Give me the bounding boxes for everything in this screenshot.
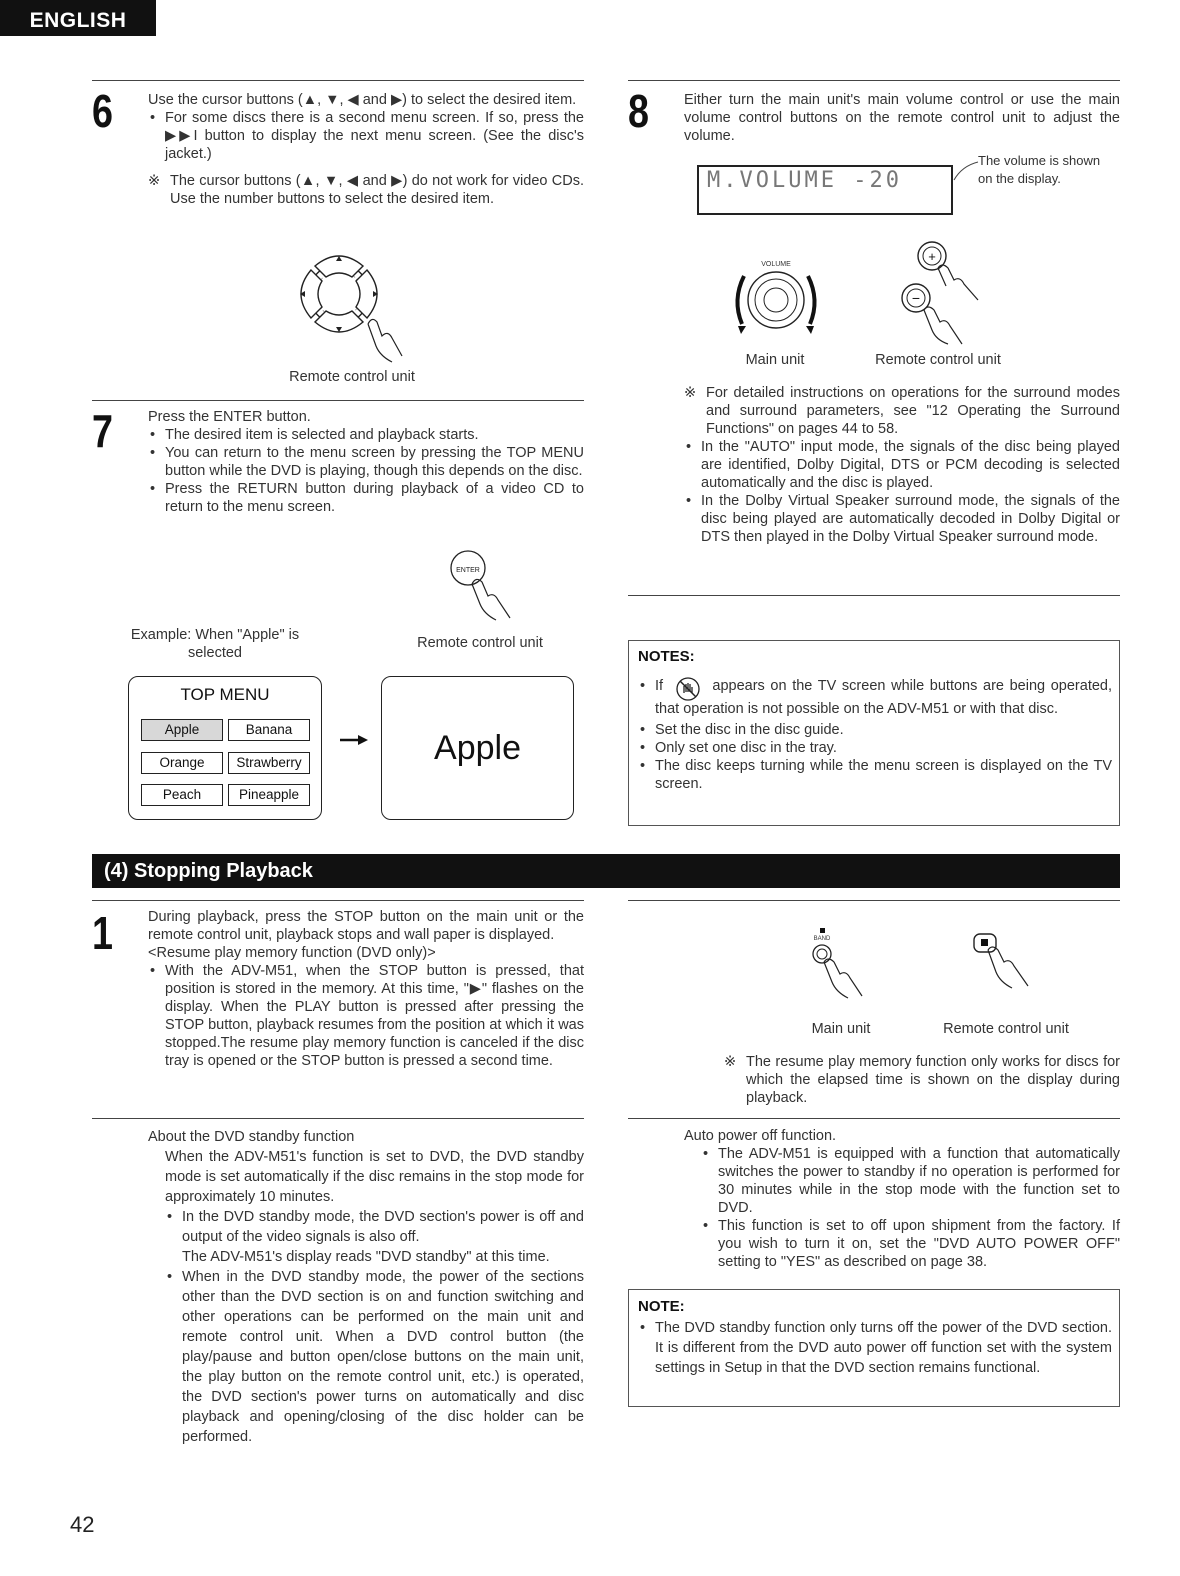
top-menu-screen [128, 676, 322, 820]
band-label: BAND [813, 936, 831, 942]
menu-item-orange[interactable]: Orange [141, 752, 223, 774]
auto-power-bullet-2: • This function is set to off upon shipment from the factory. If you wish to turn it on, set the "DVD AUTO POWER OFF" setting to "YES" as described on page 38. [701, 1217, 1120, 1271]
page-number: 42 [70, 1512, 95, 1537]
enter-label: ENTER [456, 567, 480, 574]
step7-bullet-1: • The desired item is selected and playback starts. [148, 426, 584, 444]
section-title-bar: (4) Stopping Playback [92, 854, 1120, 888]
step-number-7: 7 [92, 405, 113, 457]
step8-caption-main: Main unit [745, 352, 805, 368]
step6-caption: Remote control unit [289, 369, 415, 385]
menu-item-peach[interactable]: Peach [141, 784, 223, 806]
enter-button-illustration [448, 548, 518, 622]
divider [92, 80, 584, 81]
step-number-1: 1 [92, 907, 113, 959]
result-text: Apple [434, 729, 521, 767]
menu-item-pineapple[interactable]: Pineapple [228, 784, 310, 806]
divider [628, 900, 1120, 901]
step7-text [148, 408, 584, 516]
step7-intro: Press the ENTER button. [148, 409, 311, 425]
standby-heading: About the DVD standby function [148, 1129, 355, 1145]
menu-item-strawberry[interactable]: Strawberry [228, 752, 310, 774]
note-text: • The DVD standby function only turns off the power of the DVD section. It is different from the DVD auto power off function set with the system settings in Setup in that the DVD section remains functional. [638, 1318, 1112, 1378]
divider [92, 1118, 584, 1119]
step-number-6: 6 [92, 85, 113, 137]
volume-buttons-illustration [896, 236, 986, 346]
volume-knob-label: VOLUME [761, 261, 791, 268]
volume-knob-illustration [728, 256, 824, 348]
step8-notes [684, 384, 1120, 546]
display-caption-line2: on the display. [978, 171, 1061, 186]
notes-item-1 [638, 675, 1112, 721]
step6-bullet: • For some discs there is a second menu screen. If so, press the ▶▶I button to display the next menu screen. (See the disc's jacket.) [148, 109, 584, 163]
menu-title: TOP MENU [180, 685, 270, 704]
note-box [628, 1289, 1120, 1407]
stop-caption-remote: Remote control unit [943, 1021, 1069, 1037]
standby-bullet-2: • When in the DVD standby mode, the power of the sections other than the DVD section is on and function switching and other operations can be performed on the main unit and remote control unit. When a DVD control button (the play/pause and button open/close buttons on the main unit, the play button on the remote control unit, etc.) is operated, the DVD section's power turns on automatically and disc playback and opening/closing of the disc holder can be performed. [165, 1267, 584, 1447]
step7-caption: Remote control unit [417, 635, 543, 651]
step8-bullet-2: • In the Dolby Virtual Speaker surround mode, the signals of the disc being played are automatically decoded in Dolby Digital or DTS then played in the Dolby Virtual Speaker surround mode. [684, 492, 1120, 546]
remote-stop-button-illustration [970, 930, 1040, 1000]
step6-intro: Use the cursor buttons (▲, ▼, ◀ and ▶) to select the desired item. [148, 92, 577, 108]
stop-caption-main: Main unit [811, 1021, 871, 1037]
volume-display: M.VOLUME -20 [697, 165, 953, 215]
notes-heading: NOTES: [638, 648, 695, 665]
example-caption: Example: When "Apple" is selected [130, 627, 300, 661]
step8-bullet-1: • In the "AUTO" input mode, the signals of the disc being played are identified, Dolby Digital, DTS or PCM decoding is selected automatically and the disc is played. [684, 438, 1120, 492]
menu-item-banana[interactable]: Banana [228, 719, 310, 741]
notes-item-1-a: If [655, 678, 664, 694]
prohibited-hand-icon [669, 677, 707, 695]
svg-text:+: + [928, 249, 936, 264]
notes-item-2: • Set the disc in the disc guide. [638, 721, 1112, 739]
divider [628, 1118, 1120, 1119]
step8-intro [684, 91, 1120, 145]
language-tab: ENGLISH [0, 0, 156, 36]
step8-ref-note: ※ For detailed instructions on operations for the surround modes and surround parameters, see "12 Operating the Surround Functions" on pages 44 to 58. [684, 384, 1120, 438]
divider [628, 595, 1120, 596]
step6-text [148, 91, 584, 208]
notes-item-4: • The disc keeps turning while the menu screen is displayed on the TV screen. [638, 757, 1112, 793]
standby-section [148, 1127, 584, 1447]
notes-list [638, 675, 1112, 793]
standby-intro: When the ADV-M51's function is set to DVD, the DVD standby mode is set automatically if the disc remains in the stop mode for approximately 10 minutes. [165, 1149, 584, 1205]
stop-step-text [148, 908, 584, 1070]
cursor-pad-illustration [284, 244, 414, 369]
standby-bullet-1-cont: The ADV-M51's display reads "DVD standby" at this time. [182, 1249, 550, 1265]
menu-item-apple[interactable]: Apple [141, 719, 223, 741]
standby-bullet-1: • In the DVD standby mode, the DVD section's power is off and output of the video signals is also off. [165, 1207, 584, 1247]
auto-power-section [684, 1127, 1120, 1271]
step7-bullet-2: • You can return to the menu screen by pressing the TOP MENU button while the DVD is playing, though this depends on the disc. [148, 444, 584, 480]
divider [628, 80, 1120, 81]
svg-text:−: − [911, 290, 921, 306]
resume-note [724, 1053, 1120, 1107]
divider [92, 900, 584, 901]
main-unit-stop-button-illustration [806, 926, 880, 1000]
stop-step-intro: During playback, press the STOP button on the main unit or the remote control unit, playback stops and wall paper is displayed. [148, 909, 584, 943]
note-list [638, 1318, 1112, 1378]
result-screen [381, 676, 574, 820]
resume-bullet: • With the ADV-M51, when the STOP button is pressed, that position is stored in the memory. At this time, "▶" flashes on the display. When the PLAY button is pressed after pressing the STOP button, playback resumes from the position at which it was stopped.The resume play memory function is canceled if the disc tray is opened or the STOP button is pressed a second time. [148, 962, 584, 1070]
resume-subheading: <Resume play memory function (DVD only)> [148, 945, 436, 961]
notes-item-1-b: appears on the TV screen while buttons are being operated, that operation is not possible on the ADV-M51 or with that disc. [655, 678, 1113, 717]
notes-box [628, 640, 1120, 826]
note-heading: NOTE: [638, 1298, 685, 1315]
divider [92, 400, 584, 401]
arrow-right-icon [340, 734, 368, 746]
notes-item-3: • Only set one disc in the tray. [638, 739, 1112, 757]
step7-bullet-3: • Press the RETURN button during playback of a video CD to return to the menu screen. [148, 480, 584, 516]
auto-power-heading: Auto power off function. [684, 1128, 837, 1144]
auto-power-bullet-1: • The ADV-M51 is equipped with a function that automatically switches the power to standby if no operation is performed for 30 minutes while in the stop mode with the function set to DVD. [701, 1145, 1120, 1217]
step6-note: ※ The cursor buttons (▲, ▼, ◀ and ▶) do not work for video CDs. Use the number buttons to select the desired item. [148, 172, 584, 208]
step8-intro-text: Either turn the main unit's main volume control or use the main volume control buttons on the remote control unit to adjust the volume. [684, 92, 1120, 144]
display-caption-line1: The volume is shown [978, 153, 1101, 168]
step-number-8: 8 [628, 85, 649, 137]
display-caption [978, 152, 1100, 188]
step8-caption-remote: Remote control unit [875, 352, 1001, 368]
resume-note-text: ※ The resume play memory function only works for discs for which the elapsed time is shown on the display during playback. [724, 1053, 1120, 1107]
